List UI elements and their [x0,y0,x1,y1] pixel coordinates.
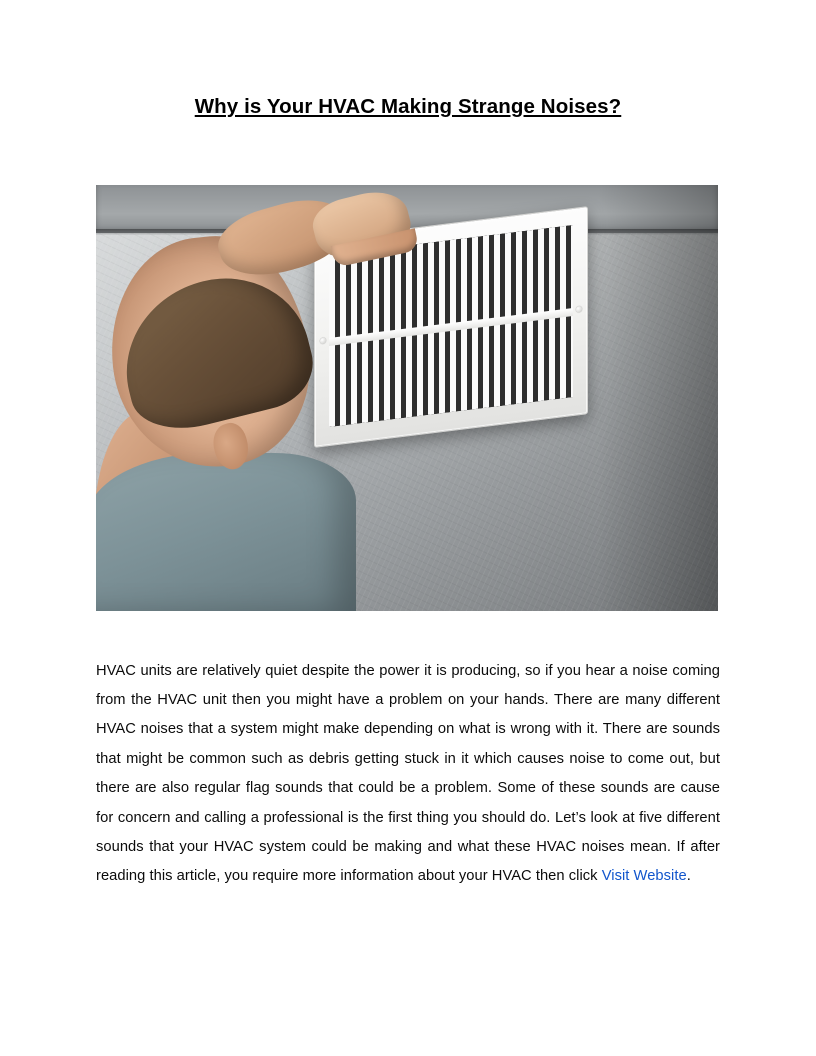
paragraph-text-after-link: . [686,868,691,885]
page-title: Why is Your HVAC Making Strange Noises? [194,95,622,118]
wall-shadow [598,185,718,611]
vent-screw-right-icon [576,306,582,313]
hvac-vent-photo [96,185,718,611]
body-paragraph [96,657,720,892]
visit-website-link[interactable]: Visit Website [601,868,687,885]
person-shirt [96,453,356,611]
paragraph-text-before-link: HVAC units are relatively quiet despite the power it is producing, so if you hear a noise coming from the HVAC unit then you might have a problem on your hands. There are many different HVAC noises that a system might make depending on what is wrong with it. There are sounds that might be common such as debris getting stuck in it which causes noise to come out, but there are also regular flag sounds that could be a problem. Some of these sounds are cause for concern and calling a professional is the first thing you should do. Let’s look at five different sounds that your HVAC system could be making and what these HVAC noises mean. If after reading this article, you require more information about your HVAC then click [96,662,720,885]
vent-screw-left-icon [320,337,326,344]
